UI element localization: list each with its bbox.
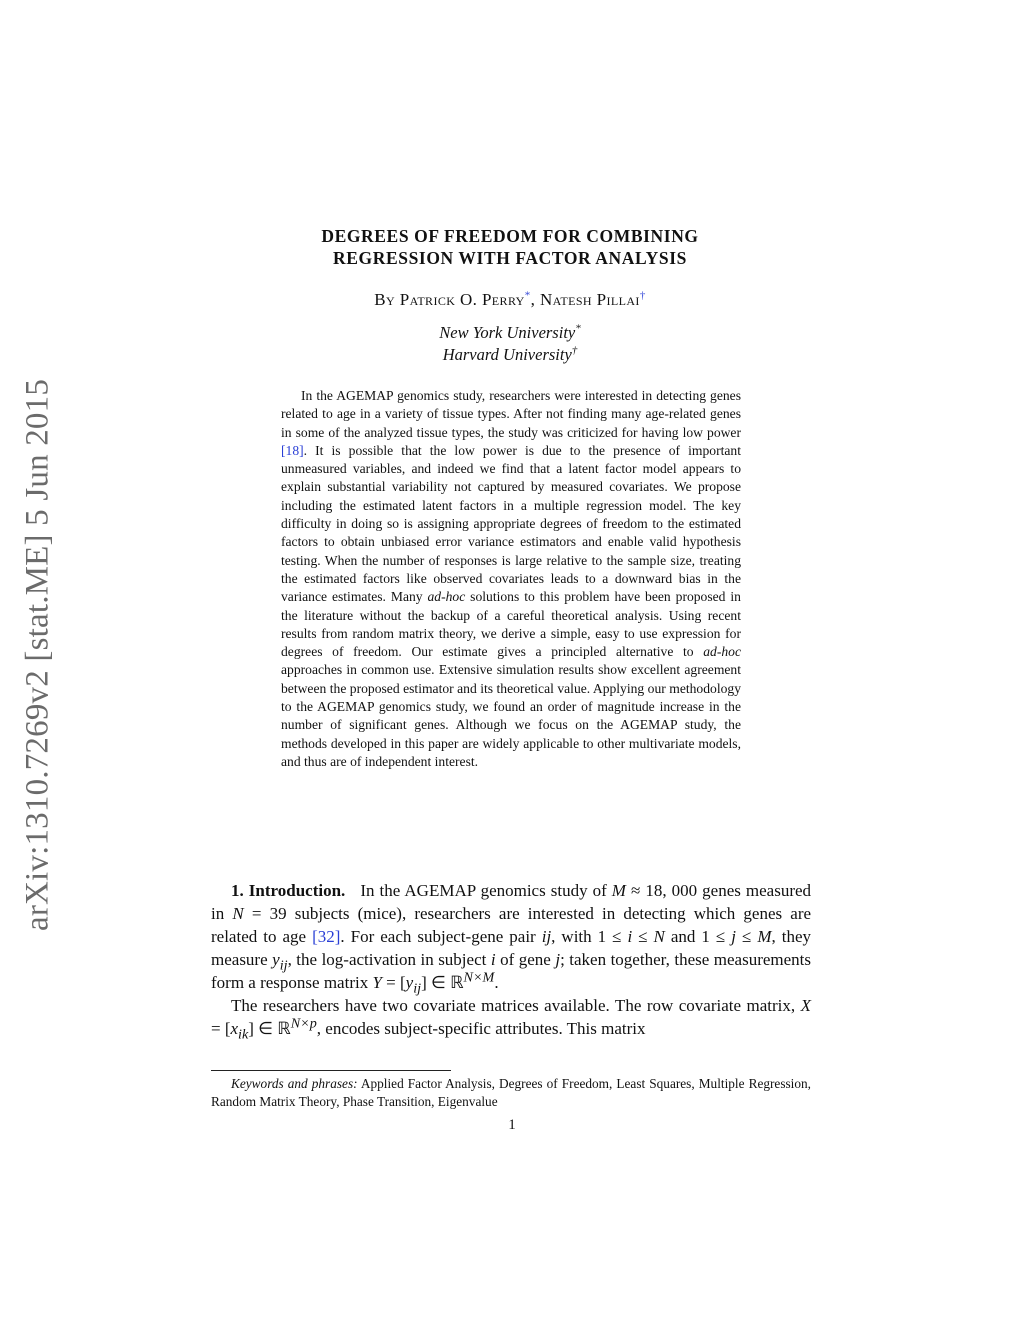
author-line (210, 290, 810, 310)
paper-title (210, 225, 810, 269)
affiliation-nyu: New York University* (439, 322, 581, 342)
author-mark-1[interactable]: * (524, 289, 531, 302)
by-label: By (374, 290, 396, 309)
intro-paragraph-1: 1. Introduction. In the AGEMAP genomics study of M ≈ 18, 000 genes measured in N = 39 subjects (mice), researchers are interested in detecting which genes are related to age [32]. For each subject-gene pair ij, with 1 ≤ i ≤ N and 1 ≤ j ≤ M, they measure $y_{ij}$, the log-activation in subject i of gene j; taken together, these measurements form a response matrix $Y = [y_{ij}]$ ∈ ℝ$^{N\times M}$. (211, 881, 812, 997)
introduction-section (211, 879, 812, 1043)
abstract (281, 387, 741, 771)
title-line-1: DEGREES OF FREEDOM FOR COMBINING (321, 226, 699, 246)
author-pillai: Natesh Pillai (539, 290, 640, 309)
intro-paragraph-2: The researchers have two covariate matrices available. The row covariate matrix, $X = [x_{ik}]$ ∈ ℝ$^{N\times p}$, encodes subject-specific attributes. This matrix (211, 996, 812, 1043)
affiliation-harvard: Harvard University† (442, 344, 578, 364)
author-separator: , (530, 290, 536, 309)
keywords-label: Keywords and phrases: (231, 1076, 358, 1091)
page-number: 1 (508, 1117, 516, 1133)
keywords-text: Applied Factor Analysis, Degrees of Freedom, Least Squares, Multiple Regression, Random Matrix Theory, Phase Transition, Eigenvalue (211, 1076, 811, 1109)
author-mark-2[interactable]: † (639, 289, 646, 302)
title-line-2: REGRESSION WITH FACTOR ANALYSIS (333, 248, 687, 268)
citation-18[interactable]: [18] (281, 442, 304, 458)
footnote-divider (211, 1070, 451, 1071)
keywords-footnote (211, 1075, 811, 1111)
arxiv-identifier (18, 370, 58, 940)
section-heading: 1. Introduction. (231, 881, 346, 900)
citation-32[interactable]: [32] (312, 927, 341, 946)
abstract-paragraph: In the AGEMAP genomics study, researchers were interested in detecting genes related to age in a variety of tissue types. After not finding many age-related genes in some of the analyzed tissue types, the study was criticized for having low power [18]. It is possible that the low power is due to the presence of important unmeasured variables, and indeed we find that a latent factor model appears to explain substantial variability not captured by measured covariates. We propose including the estimated latent factors in a multiple regression model. The key difficulty in doing so is assigning appropriate degrees of freedom to the estimated factors to obtain unbiased error variance estimators and enable valid hypothesis testing. When the number of responses is large relative to the sample size, treating the estimated factors like observed covariates leads to a downward bias in the variance estimates. Many ad-hoc solutions to this problem have been proposed in the literature without the backup of a careful theoretical analysis. Using recent results from random matrix theory, we derive a simple, easy to use expression for degrees of freedom. Our estimate gives a principled alternative to ad-hoc approaches in common use. Extensive simulation results show excellent agreement between the proposed estimator and its theoretical value. Applying our methodology to the AGEMAP genomics study, we found an order of magnitude increase in the number of significant genes. Although we focus on the AGEMAP study, the methods developed in this paper are widely applicable to other multivariate models, and thus are of independent interest. (281, 388, 741, 769)
affiliations (210, 322, 810, 366)
arxiv-identifier-text: arXiv:1310.7269v2 [stat.ME] 5 Jun 2015 (19, 378, 56, 932)
author-perry: Patrick O. Perry (399, 290, 525, 309)
